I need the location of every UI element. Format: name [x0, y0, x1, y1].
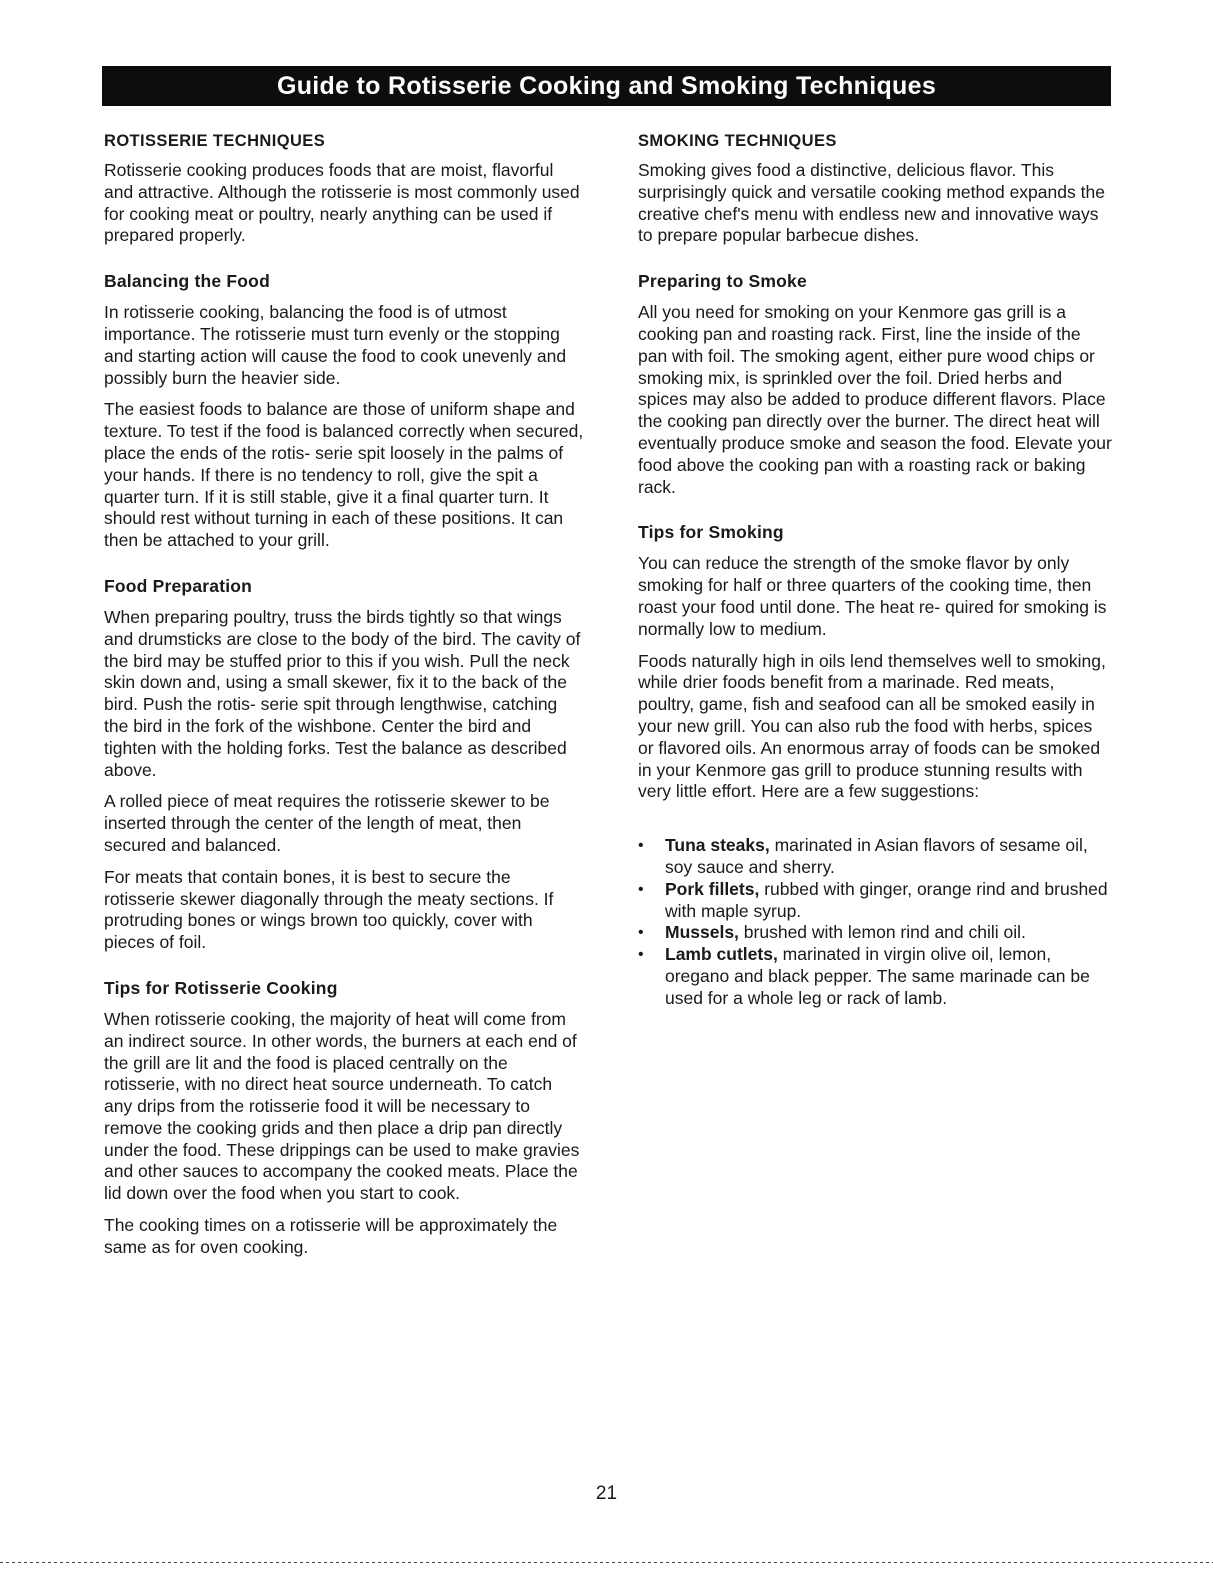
smoking-section-heading: SMOKING TECHNIQUES [638, 132, 837, 150]
suggestion-name: Tuna steaks, [665, 835, 770, 856]
preparation-paragraph-1: When preparing poultry, truss the birds tightly so that wings and drumsticks are close to the body of the bird. The cavity of the bird may be stuffed prior to this if you wish. Pull the neck skin down and, using a small skewer, fix it to the back of the bird. Push the rotis- serie spit through lengthwise, catching the bird in the fork of the wishbone. Center the bird and tighten with the holding forks. Test the balance as described above. [104, 606, 581, 780]
preparing-heading: Preparing to Smoke [638, 271, 807, 292]
smoking-column [638, 126, 1112, 1010]
list-item [638, 944, 1112, 1009]
suggestion-name: Mussels, [665, 922, 739, 943]
suggestion-text: rubbed with ginger, orange rind and brushed with maple syrup. [665, 878, 1108, 921]
rotisserie-tips-heading: Tips for Rotisserie Cooking [104, 977, 338, 998]
suggestion-text: brushed with lemon rind and chili oil. [738, 922, 1026, 943]
smoking-tips-paragraph-2: Foods naturally high in oils lend themselves well to smoking, while drier foods benefit from a marinade. Red meats, poultry, game, fish and seafood can all be smoked easily in your new grill. You can also rub the food with herbs, spices or flavored oils. An enormous array of foods can be smoked in your Kenmore gas grill to produce stunning results with very little effort. Here are a few suggestions: [638, 650, 1106, 802]
balancing-paragraph-2: The easiest foods to balance are those of uniform shape and texture. To test if the food is balanced correctly when secured, place the ends of the rotis- serie spit loosely in the palms of your hands. If there is no tendency to roll, give the spit a quarter turn. If it is still stable, give it a final quarter turn. It should rest without turning in each of these positions. It can then be attached to your grill. [104, 399, 584, 551]
rotisserie-section-heading: ROTISSERIE TECHNIQUES [104, 132, 326, 150]
suggestion-name: Pork fillets, [665, 878, 760, 899]
preparation-paragraph-2: A rolled piece of meat requires the rotisserie skewer to be inserted through the center of the length of meat, then secured and balanced. [104, 791, 550, 855]
suggestion-text: marinated in virgin olive oil, lemon, oregano and black pepper. The same marinade can be used for a whole leg or rack of lamb. [665, 944, 1090, 1008]
suggestion-text: marinated in Asian flavors of sesame oil, soy sauce and sherry. [665, 835, 1088, 877]
rotisserie-tips-paragraph-2: The cooking times on a rotisserie will be approximately the same as for oven cooking. [104, 1215, 558, 1257]
list-item [638, 922, 1112, 944]
rotisserie-column [104, 126, 584, 1269]
preparing-paragraph-1: All you need for smoking on your Kenmore gas grill is a cooking pan and roasting rack. First, line the inside of the pan with foil. The smoking agent, either pure wood chips or smoking mix, is sprinkled over the foil. Dried herbs and spices may also be added to produce different flavors. Place the cooking pan directly over the burner. The direct heat will eventually produce smoke and season the food. Elevate your food above the cooking pan with a roasting rack or baking rack. [638, 302, 1112, 497]
bottom-divider [0, 1562, 1213, 1563]
preparation-paragraph-3: For meats that contain bones, it is best to secure the rotisserie skewer diagonally through the meaty sections. If protruding bones or wings brown too quickly, cover with pieces of foil. [104, 866, 554, 953]
list-item [638, 879, 1112, 923]
list-item [638, 835, 1112, 879]
smoking-intro: Smoking gives food a distinctive, delicious flavor. This surprisingly quick and versatile cooking method expands the creative chef's menu with endless new and innovative ways to prepare popular barbecue dishes. [638, 160, 1105, 246]
suggestion-name: Lamb cutlets, [665, 944, 778, 965]
page-title: Guide to Rotisserie Cooking and Smoking Techniques [276, 71, 937, 100]
page-number: 21 [595, 1483, 618, 1504]
smoking-tips-heading: Tips for Smoking [638, 522, 784, 543]
title-banner [102, 66, 1111, 106]
preparation-heading: Food Preparation [104, 575, 253, 596]
suggestions-list [638, 835, 1112, 1009]
rotisserie-intro: Rotisserie cooking produces foods that are moist, flavorful and attractive. Although the rotisserie is most commonly used for cooking meat or poultry, nearly anything can be used if prepared properly. [104, 160, 580, 246]
rotisserie-tips-paragraph-1: When rotisserie cooking, the majority of heat will come from an indirect source. In other words, the burners at each end of the grill are lit and the food is placed centrally on the rotisserie, with no direct heat source underneath. To catch any drips from the rotisserie food it will be necessary to remove the cooking grids and then place a drip pan directly under the food. These drippings can be used to make gravies and other sauces to accompany the cooked meats. Place the lid down over the food when you start to cook. [104, 1008, 580, 1204]
balancing-heading: Balancing the Food [104, 271, 270, 292]
smoking-tips-paragraph-1: You can reduce the strength of the smoke flavor by only smoking for half or three quarters of the cooking time, then roast your food until done. The heat re- quired for smoking is normally low to medium. [638, 553, 1107, 639]
balancing-paragraph-1: In rotisserie cooking, balancing the food is of utmost importance. The rotisserie must turn evenly or the stopping and starting action will cause the food to cook unevenly and possibly burn the heavier side. [104, 302, 567, 388]
